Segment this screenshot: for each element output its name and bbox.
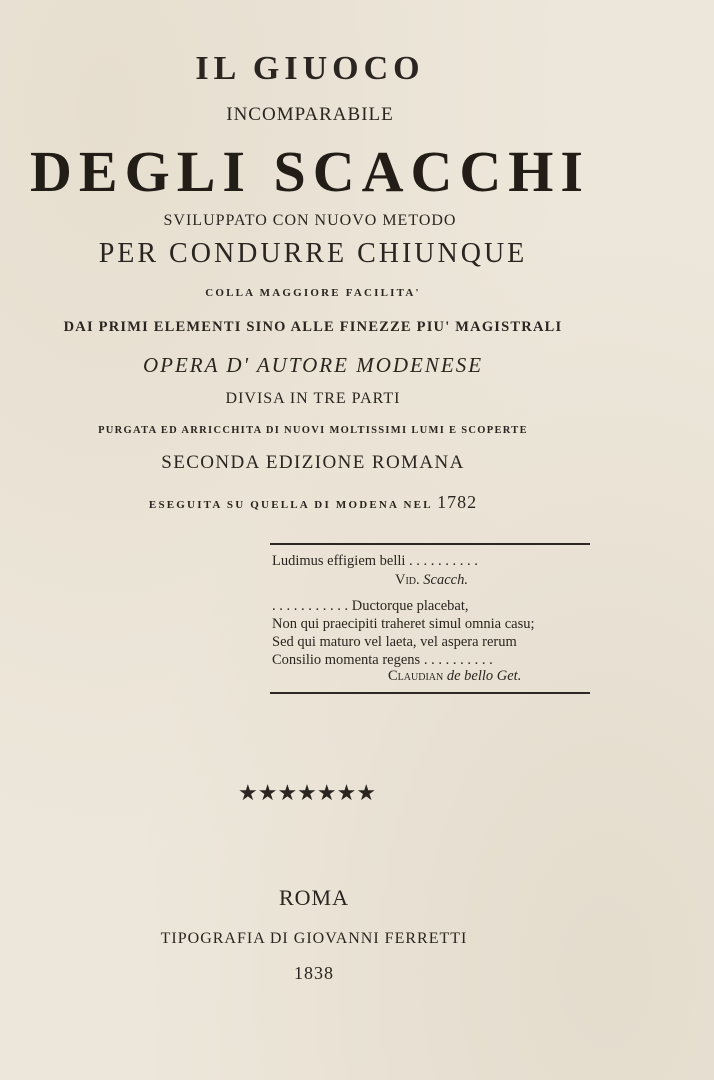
subtitle-line-1: SVILUPPATO CON NUOVO METODO bbox=[163, 212, 457, 229]
epigraph-quote-2-line-2: Non qui praecipiti traheret simul omnia casu; bbox=[272, 616, 535, 632]
author-line: OPERA D' AUTORE MODENESE bbox=[142, 353, 484, 377]
imprint-city: ROMA bbox=[278, 885, 349, 910]
star-ornament: ★★★★★★★ bbox=[238, 780, 377, 805]
title-line-2: INCOMPARABILE bbox=[226, 104, 394, 125]
epigraph-source-2-author: Claudian bbox=[388, 668, 444, 684]
based-on-line bbox=[0, 492, 626, 513]
imprint-year: 1838 bbox=[294, 963, 334, 983]
title-line-1: IL GIUOCO bbox=[195, 50, 425, 87]
epigraph-quote-2-line-3: Sed qui maturo vel laeta, vel aspera rerum bbox=[272, 634, 517, 650]
epigraph-source-1 bbox=[395, 572, 468, 589]
main-title: DEGLI SCACCHI bbox=[30, 139, 590, 204]
based-on-text: ESEGUITA SU QUELLA DI MODENA NEL bbox=[148, 499, 433, 511]
epigraph-source-1-work: Scacch. bbox=[423, 572, 468, 588]
epigraph-top-rule bbox=[270, 543, 590, 545]
imprint-printer: TIPOGRAFIA DI GIOVANNI FERRETTI bbox=[160, 930, 468, 947]
edition-line: SECONDA EDIZIONE ROMANA bbox=[161, 452, 465, 473]
revision-line: PURGATA ED ARRICCHITA DI NUOVI MOLTISSIMI LUMI E SCOPERTE bbox=[98, 425, 528, 436]
epigraph-quote-1: Ludimus effigiem belli . . . . . . . . . . bbox=[272, 553, 478, 569]
epigraph-quote-2-line-4: Consilio momenta regens . . . . . . . . . . bbox=[272, 652, 493, 668]
based-on-year: 1782 bbox=[437, 492, 478, 512]
epigraph-bottom-rule bbox=[270, 692, 590, 694]
epigraph-source-1-prefix: Vid. bbox=[395, 572, 420, 588]
parts-line: DIVISA IN TRE PARTI bbox=[225, 390, 401, 407]
subtitle-line-3: COLLA MAGGIORE FACILITA' bbox=[205, 287, 421, 299]
subtitle-line-2: PER CONDURRE CHIUNQUE bbox=[98, 238, 528, 269]
subtitle-line-4: DAI PRIMI ELEMENTI SINO ALLE FINEZZE PIU' MAGISTRALI bbox=[63, 319, 563, 335]
epigraph-quote-2-line-1: . . . . . . . . . . . Ductorque placebat, bbox=[272, 598, 469, 614]
epigraph-source-2-work: de bello Get. bbox=[446, 668, 522, 684]
epigraph-source-2 bbox=[388, 668, 521, 685]
